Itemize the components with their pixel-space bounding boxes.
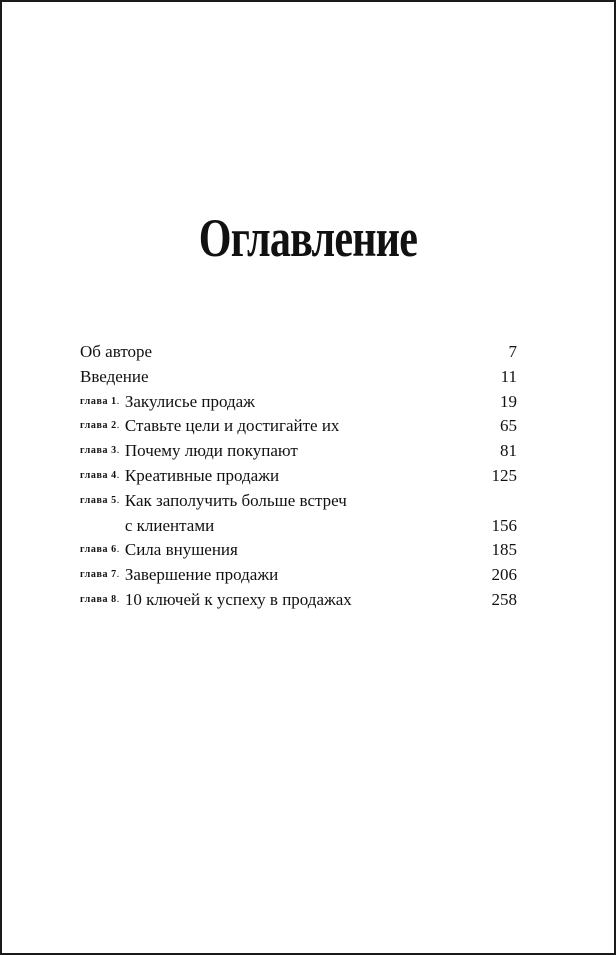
toc-entry-chapter-1 xyxy=(80,390,517,415)
toc-entry-title: Закулисье продаж xyxy=(124,391,255,411)
toc-entry-title: Введение xyxy=(80,366,149,386)
page-title: Оглавление xyxy=(198,208,418,268)
toc-entry-chapter-5 xyxy=(80,489,517,539)
toc-page-number: 125 xyxy=(491,465,517,485)
chapter-label: глава 5. xyxy=(80,494,120,506)
table-of-contents xyxy=(80,340,517,613)
toc-page-number: 258 xyxy=(491,589,517,609)
toc-page-number: 7 xyxy=(508,342,517,361)
chapter-label: глава 1. xyxy=(80,395,120,407)
toc-entry-chapter-8 xyxy=(80,588,517,613)
chapter-label: глава 6. xyxy=(80,544,120,556)
toc-entry-chapter-4 xyxy=(80,464,517,489)
toc-entry-title: Об авторе xyxy=(80,342,153,361)
toc-entry-title: Почему люди покупают xyxy=(124,441,298,461)
toc-entry-chapter-7 xyxy=(80,563,517,588)
toc-entry-chapter-6 xyxy=(80,538,517,563)
chapter-label: глава 7. xyxy=(80,569,120,581)
toc-entry-title: Ставьте цели и достигайте их xyxy=(124,416,340,436)
toc-page-number: 11 xyxy=(500,366,517,386)
toc-entry-title: 10 ключей к успеху в продажах xyxy=(124,589,352,609)
toc-entry-title: Завершение продажи xyxy=(124,565,279,585)
toc-page-number: 81 xyxy=(500,441,517,461)
chapter-label: глава 4. xyxy=(80,469,120,481)
chapter-label: глава 2. xyxy=(80,420,120,432)
toc-entry-title: Как заполучить больше встреч с клиентами xyxy=(124,490,347,535)
chapter-label: глава 8. xyxy=(80,593,120,605)
toc-page-number: 156 xyxy=(491,515,517,535)
toc-page-number: 65 xyxy=(500,416,517,436)
toc-entry-introduction xyxy=(80,365,517,390)
toc-entry-title: Креативные продажи xyxy=(124,465,280,485)
toc-page-number: 185 xyxy=(491,540,517,560)
toc-page-number: 19 xyxy=(500,391,517,411)
toc-entry-title: Сила внушения xyxy=(124,540,238,560)
toc-entry-chapter-3 xyxy=(80,439,517,464)
toc-entry-about-author xyxy=(80,340,517,365)
chapter-label: глава 3. xyxy=(80,445,120,457)
toc-page-number: 206 xyxy=(491,565,517,585)
toc-entry-chapter-2 xyxy=(80,414,517,439)
